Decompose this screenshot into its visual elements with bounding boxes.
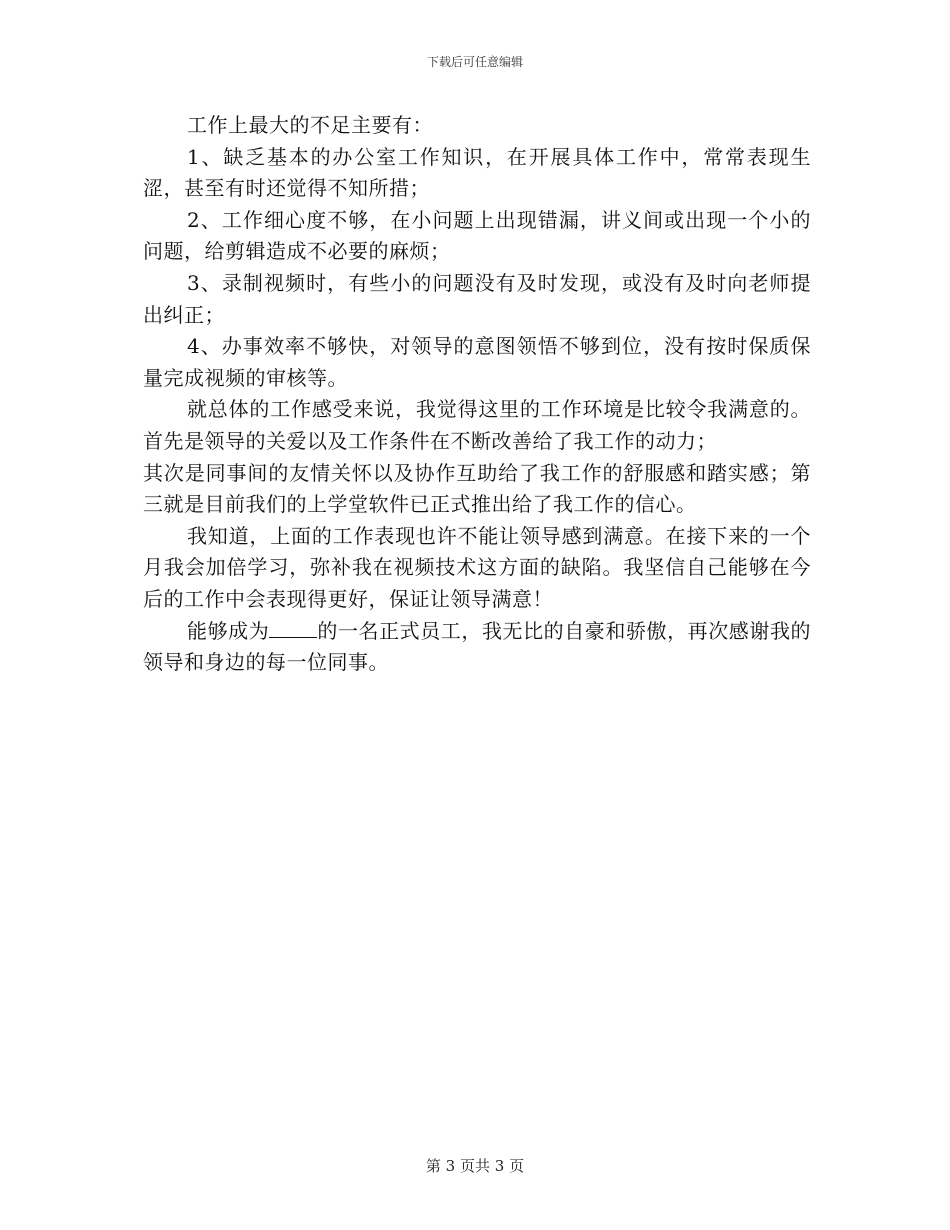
paragraph-commitment: 我知道，上面的工作表现也许不能让领导感到满意。在接下来的一个月我会加倍学习，弥补我在视频技术这方面的缺陷。我坚信自己能够在今后的工作中会表现得更好，保证让领导满意！ bbox=[143, 523, 811, 611]
page-header: 下载后可任意编辑 bbox=[426, 55, 523, 69]
document-body bbox=[143, 110, 811, 679]
paragraph-item-4: 4、办事效率不够快，对领导的意图领悟不够到位，没有按时保质保量完成视频的审核等。 bbox=[143, 334, 811, 390]
paragraph-item-1: 1、缺乏基本的办公室工作知识，在开展具体工作中，常常表现生涩，甚至有时还觉得不知所措； bbox=[143, 144, 811, 201]
paragraph-colleagues: 其次是同事间的友情关怀以及协作互助给了我工作的舒服感和踏实感；第三就是目前我们的上学堂软件已正式推出给了我工作的信心。 bbox=[143, 460, 811, 517]
paragraph-item-3: 3、录制视频时，有些小的问题没有及时发现，或没有及时向老师提出纠正； bbox=[143, 270, 811, 327]
closing-text-after-blank: 的一名正式员工，我无比的自豪和骄傲，再次感谢我的领导和身边的每一位同事。 bbox=[143, 618, 812, 675]
paragraph-item-2: 2、工作细心度不够，在小问题上出现错漏，讲义间或出现一个小的问题，给剪辑造成不必要的麻烦； bbox=[143, 207, 811, 264]
paragraph-deficiencies-intro: 工作上最大的不足主要有： bbox=[187, 113, 433, 137]
paragraph-overall-feeling: 就总体的工作感受来说，我觉得这里的工作环境是比较令我满意的。首先是领导的关爱以及工作条件在不断改善给了我工作的动力； bbox=[143, 397, 811, 453]
closing-text-before-blank: 能够成为 bbox=[187, 618, 270, 643]
paragraph-closing bbox=[143, 616, 811, 679]
fill-in-blank bbox=[269, 619, 317, 638]
page-footer: 第 3 页共 3 页 bbox=[425, 1157, 525, 1175]
